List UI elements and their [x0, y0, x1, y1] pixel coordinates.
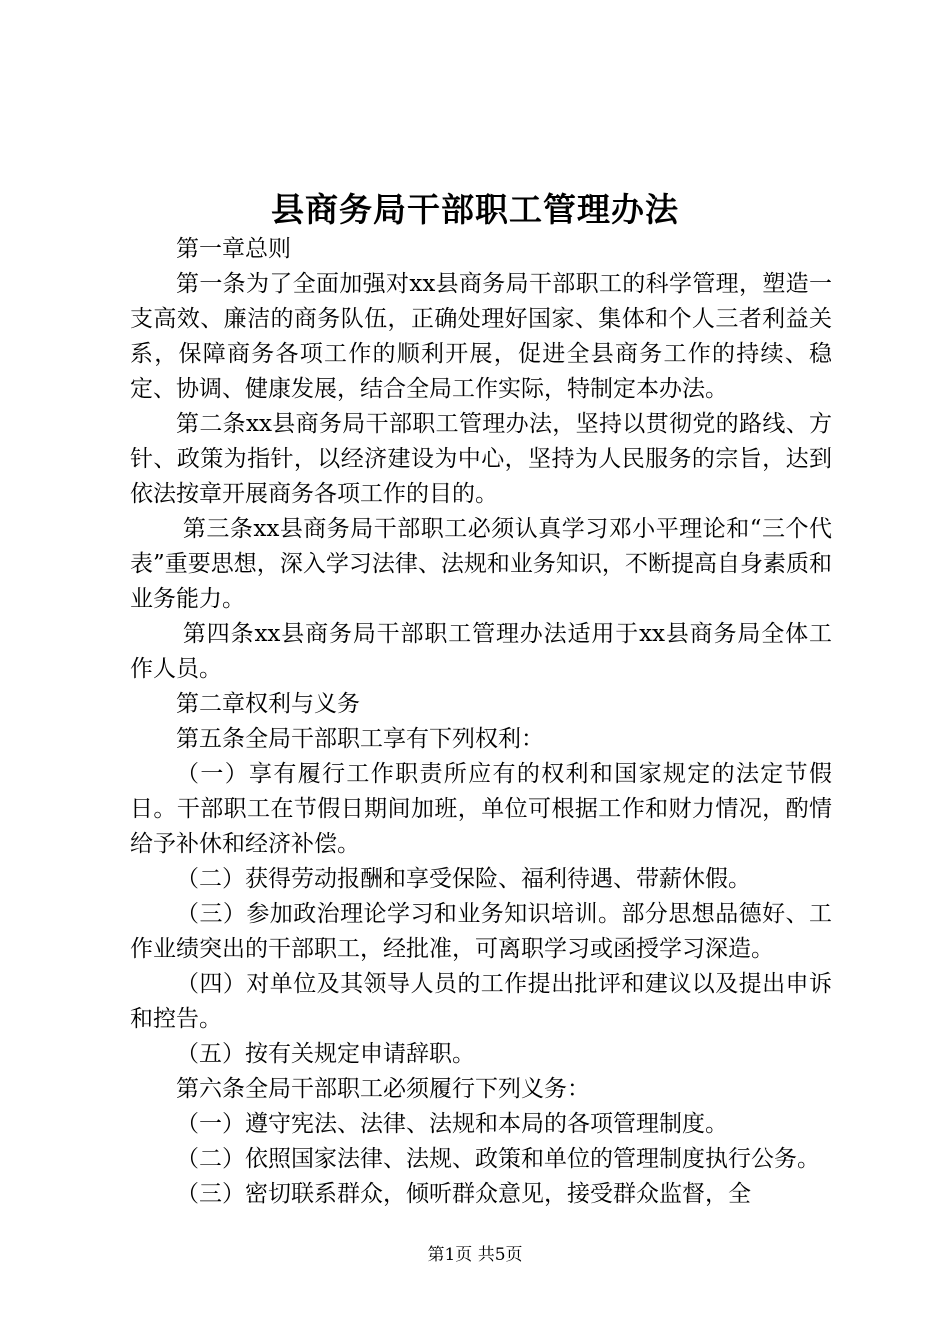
paragraph: 第一条为了全面加强对xx县商务局干部职工的科学管理，塑造一支高效、廉洁的商务队伍，正确处理好国家、集体和个人三者利益关系，保障商务各项工作的顺利开展，促进全县商务工作的持续、稳定、协调、健康发展，结合全局工作实际，特制定本办法。 [130, 271, 832, 402]
paragraph: 第六条全局干部职工必须履行下列义务： [176, 1076, 590, 1102]
list-item: （五）按有关规定申请辞职。 [176, 1041, 475, 1067]
paragraph: 第二条xx县商务局干部职工管理办法，坚持以贯彻党的路线、方针、政策为指针，以经济建设为中心，坚持为人民服务的宗旨，达到依法按章开展商务各项工作的目的。 [130, 411, 832, 507]
list-item: （二）依照国家法律、法规、政策和单位的管理制度执行公务。 [176, 1146, 820, 1172]
chapter-heading: 第二章权利与义务 [176, 691, 360, 717]
list-item: （三）参加政治理论学习和业务知识培训。部分思想品德好、工作业绩突出的干部职工，经批准，可离职学习或函授学习深造。 [130, 901, 832, 962]
list-item: （一）享有履行工作职责所应有的权利和国家规定的法定节假日。干部职工在节假日期间加班，单位可根据工作和财力情况，酌情给予补休和经济补偿。 [130, 761, 832, 857]
page-number: 第1页 共5页 [427, 1245, 523, 1265]
list-item: （一）遵守宪法、法律、法规和本局的各项管理制度。 [176, 1111, 728, 1137]
paragraph: 第四条xx县商务局干部职工管理办法适用于xx县商务局全体工作人员。 [130, 621, 832, 682]
document-body [130, 232, 832, 1212]
list-item: （三）密切联系群众，倾听群众意见，接受群众监督，全 [176, 1181, 751, 1207]
list-item: （四）对单位及其领导人员的工作提出批评和建议以及提出申诉和控告。 [130, 971, 832, 1032]
chapter-heading: 第一章总则 [176, 236, 291, 262]
list-item: （二）获得劳动报酬和享受保险、福利待遇、带薪休假。 [176, 866, 751, 892]
paragraph: 第三条xx县商务局干部职工必须认真学习邓小平理论和“三个代表”重要思想，深入学习法律、法规和业务知识，不断提高自身素质和业务能力。 [130, 516, 832, 612]
paragraph: 第五条全局干部职工享有下列权利： [176, 726, 544, 752]
document-title: 县商务局干部职工管理办法 [271, 190, 679, 229]
